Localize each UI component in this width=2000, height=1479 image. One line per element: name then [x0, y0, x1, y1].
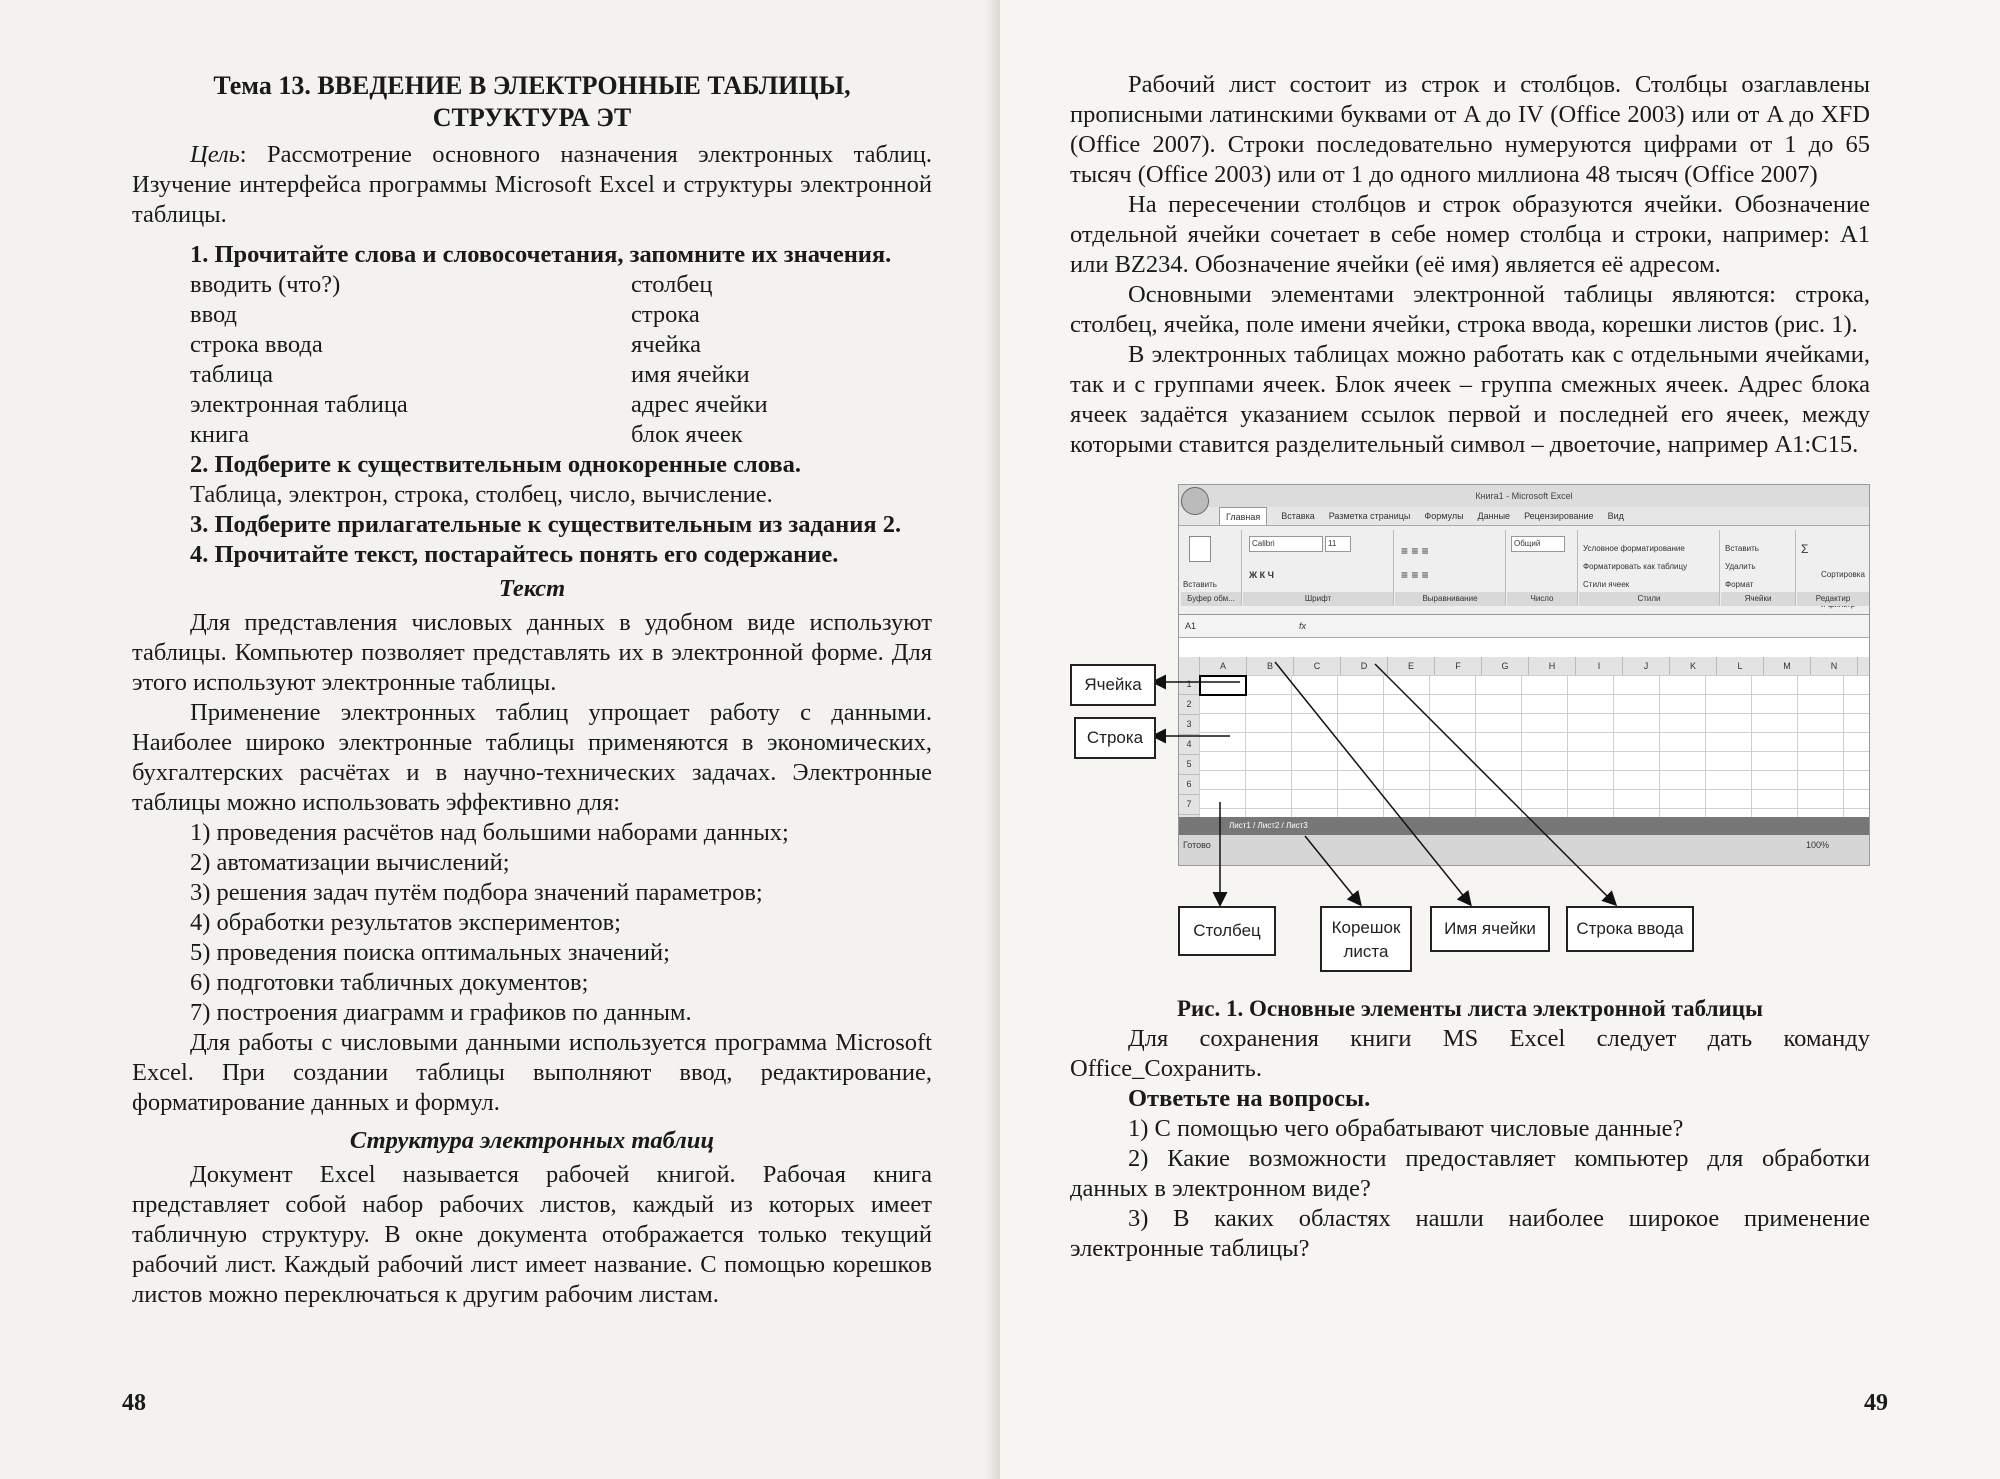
ribbon-tab: Рецензирование: [1524, 511, 1594, 521]
column-header: C: [1294, 657, 1341, 675]
label-cell: Ячейка: [1070, 664, 1156, 706]
style-cmd: Стили ячеек: [1583, 580, 1630, 589]
paragraph: Применение электронных таблиц упрощает работу с данными. Наиболее широко электронные таблицы применяются в экономических, бухгалтерских расчётах и в научно-технических задачах. Электронные таблицы можно использовать эффективно для:: [132, 699, 932, 816]
paragraph: Для работы с числовыми данными используется программа Microsoft Excel. При создании таблицы выполняют ввод, редактирование, форматирование данных и формул.: [132, 1029, 932, 1116]
ribbon-tab: Вставка: [1281, 511, 1315, 521]
task-3: 3. Подберите прилагательные к существительным из задания 2.: [190, 511, 902, 538]
sheet-tabs: Лист1 / Лист2 / Лист3: [1179, 817, 1869, 835]
window-title: Книга1 - Microsoft Excel: [1475, 491, 1573, 501]
status-text: Готово: [1183, 840, 1211, 850]
row-header: 5: [1179, 755, 1199, 775]
figure-excel: [1070, 484, 1870, 984]
align-icons-2: ≡ ≡ ≡: [1401, 568, 1429, 582]
group-label: Буфер обм...: [1181, 592, 1241, 606]
list-item: 7) построения диаграмм и графиков по данным.: [190, 999, 692, 1026]
page-number: 49: [1864, 1390, 1888, 1416]
list-item: 3) решения задач путём подбора значений параметров;: [190, 879, 763, 906]
vocab-word: вводить (что?): [190, 271, 341, 298]
style-cmd: Условное форматирование: [1583, 544, 1685, 553]
task-4: 4. Прочитайте текст, постарайтесь понять его содержание.: [190, 541, 839, 568]
left-column: [132, 70, 932, 1310]
group-label: Стили: [1579, 592, 1719, 606]
paragraph: Рабочий лист состоит из строк и столбцов. Столбцы озаглавлены прописными латинскими буквами от A до IV (Office 2003) или от A до XFD (Office 2007). Строки последовательно нумеруются цифрами от 1 до 65 тысяч (Office 2003) или от 1 до одного миллиона 48 тысяч (Office 2007): [1070, 71, 1870, 188]
questions-heading: Ответьте на вопросы.: [1128, 1085, 1371, 1112]
paragraph: Для представления числовых данных в удобном виде используют таблицы. Компьютер позволяет представлять их в электронной форме. Для этого используют электронные таблицы.: [132, 609, 932, 696]
group-label: Редактир: [1797, 592, 1869, 606]
task-2-words: Таблица, электрон, строка, столбец, число, вычисление.: [190, 481, 773, 508]
font-size-box: 11: [1325, 536, 1351, 552]
sum-icon: Σ: [1801, 542, 1809, 556]
cells-cmd: Вставить: [1725, 544, 1759, 553]
label-sheet-tab-line-1: Корешок: [1331, 918, 1401, 937]
list-item: 4) обработки результатов экспериментов;: [190, 909, 621, 936]
right-page: [1000, 0, 2000, 1479]
column-header: M: [1764, 657, 1811, 675]
arrow-formula-bar: [1375, 664, 1615, 904]
number-format-box: Общий: [1511, 536, 1565, 552]
ribbon-tab: Вид: [1607, 511, 1624, 521]
vocab-word: строка ввода: [190, 331, 323, 358]
vocab-word: ячейка: [631, 331, 701, 358]
row-header: 4: [1179, 735, 1199, 755]
row-header: 1: [1179, 675, 1199, 695]
column-header: I: [1576, 657, 1623, 675]
right-column: [1070, 70, 1870, 1264]
question-item: 3) В каких областях нашли наиболее широкое применение электронные таблицы?: [1070, 1205, 1870, 1262]
task-1: 1. Прочитайте слова и словосочетания, запомните их значения.: [190, 241, 892, 268]
task-2: 2. Подберите к существительным однокоренные слова.: [190, 451, 801, 478]
list-item: 5) проведения поиска оптимальных значений;: [190, 939, 670, 966]
question-item: 1) С помощью чего обрабатывают числовые данные?: [1128, 1115, 1684, 1142]
vocabulary-list: [132, 270, 932, 450]
font-format-icons: Ж К Ч: [1249, 570, 1274, 580]
group-label: Число: [1507, 592, 1577, 606]
column-header: G: [1482, 657, 1529, 675]
ribbon-tab: Формулы: [1424, 511, 1464, 521]
text-heading: Текст: [498, 575, 566, 602]
paragraph: Документ Excel называется рабочей книгой. Рабочая книга представляет собой набор рабочих листов, каждый из которых имеет табличную структуру. В окне документа отображается только текущий рабочий лист. Каждый рабочий лист имеет название. С помощью корешков листов можно переключаться к другим рабочим листам.: [132, 1161, 932, 1308]
column-header: A: [1200, 657, 1247, 675]
group-label: Ячейки: [1721, 592, 1795, 606]
vocab-word: имя ячейки: [631, 361, 750, 388]
label-sheet-tab: [1320, 906, 1412, 972]
title-line-1: Тема 13. ВВЕДЕНИЕ В ЭЛЕКТРОННЫЕ ТАБЛИЦЫ,: [213, 71, 851, 100]
ribbon-tab: Разметка страницы: [1328, 511, 1411, 521]
question-item: 2) Какие возможности предоставляет компьютер для обработки данных в электронном виде?: [1070, 1145, 1870, 1202]
name-box: A1: [1185, 621, 1197, 631]
vocab-word: строка: [631, 301, 700, 328]
column-header: J: [1623, 657, 1670, 675]
title-line-2: СТРУКТУРА ЭТ: [432, 103, 632, 132]
paragraph: Основными элементами электронной таблицы являются: строка, столбец, ячейка, поле имени ячейки, строка ввода, корешки листов (рис. 1).: [1070, 281, 1870, 338]
paragraph: На пересечении столбцов и строк образуются ячейки. Обозначение отдельной ячейки сочетает в себе номер столбца и строки, например: A1 или BZ234. Обозначение ячейки (её имя) является её адресом.: [1070, 191, 1870, 278]
zoom-level: 100%: [1805, 840, 1829, 850]
row-header: 6: [1179, 775, 1199, 795]
page-title: [132, 70, 932, 134]
vocab-word: электронная таблица: [190, 391, 408, 418]
list-item: 6) подготовки табличных документов;: [190, 969, 589, 996]
list-item: 2) автоматизации вычислений;: [190, 849, 510, 876]
column-header: N: [1811, 657, 1858, 675]
label-column: Столбец: [1178, 906, 1276, 956]
column-header: F: [1435, 657, 1482, 675]
goal-paragraph: [132, 140, 932, 230]
vocab-word: книга: [190, 421, 250, 448]
goal-text: : Рассмотрение основного назначения электронных таблиц. Изучение интерфейса программы Microsoft Excel и структуры электронной таблицы.: [132, 141, 932, 228]
label-name-box: Имя ячейки: [1430, 906, 1550, 952]
row-header: 7: [1179, 795, 1199, 815]
row-header: 2: [1179, 695, 1199, 715]
vocab-word: таблица: [190, 361, 274, 388]
paste-label: Вставить: [1183, 580, 1217, 589]
cells-cmd: Удалить: [1725, 562, 1756, 571]
structure-heading: Структура электронных таблиц: [349, 1127, 715, 1154]
vocab-word: адрес ячейки: [631, 391, 768, 418]
cells-cmd: Формат: [1725, 580, 1754, 589]
font-name-box: Calibri: [1249, 536, 1323, 552]
column-header: E: [1388, 657, 1435, 675]
column-header: L: [1717, 657, 1764, 675]
group-label: Шрифт: [1243, 592, 1393, 606]
row-header: 3: [1179, 715, 1199, 735]
ribbon-tab: Главная: [1219, 507, 1267, 525]
uses-list: [132, 818, 932, 1028]
arrow-sheet-tab: [1305, 836, 1360, 904]
page-number: 48: [122, 1390, 146, 1416]
paragraph: В электронных таблицах можно работать как с отдельными ячейками, так и с группами ячеек. Блок ячеек – группа смежных ячеек. Адрес блока ячеек задаётся указанием ссылок первой и последней его ячеек, между которыми ставится разделительный символ – двоеточие, например A1:C15.: [1070, 341, 1870, 458]
fx-icon: fx: [1299, 621, 1307, 631]
column-header: K: [1670, 657, 1717, 675]
vocab-word: столбец: [631, 271, 713, 298]
column-header: D: [1341, 657, 1388, 675]
sort-filter-cmd: Сортировка: [1821, 570, 1865, 579]
label-row: Строка: [1074, 717, 1156, 759]
goal-label: Цель: [190, 141, 240, 168]
figure-caption: Рис. 1. Основные элементы листа электронной таблицы: [1177, 996, 1763, 1021]
arrow-name-box: [1275, 662, 1470, 904]
style-cmd: Форматировать как таблицу: [1583, 562, 1688, 571]
list-item: 1) проведения расчётов над большими наборами данных;: [190, 819, 789, 846]
column-header: B: [1247, 657, 1294, 675]
vocab-word: ввод: [190, 301, 237, 328]
column-header: H: [1529, 657, 1576, 675]
label-formula-bar: Строка ввода: [1566, 906, 1694, 952]
paragraph: Для сохранения книги MS Excel следует дать команду Office_Сохранить.: [1070, 1025, 1870, 1082]
vocab-word: блок ячеек: [631, 421, 743, 448]
ribbon-tab: Данные: [1477, 511, 1511, 521]
group-label: Выравнивание: [1395, 592, 1505, 606]
label-sheet-tab-line-2: листа: [1343, 942, 1389, 961]
questions-list: [1070, 1114, 1870, 1264]
align-icons: ≡ ≡ ≡: [1401, 544, 1429, 558]
